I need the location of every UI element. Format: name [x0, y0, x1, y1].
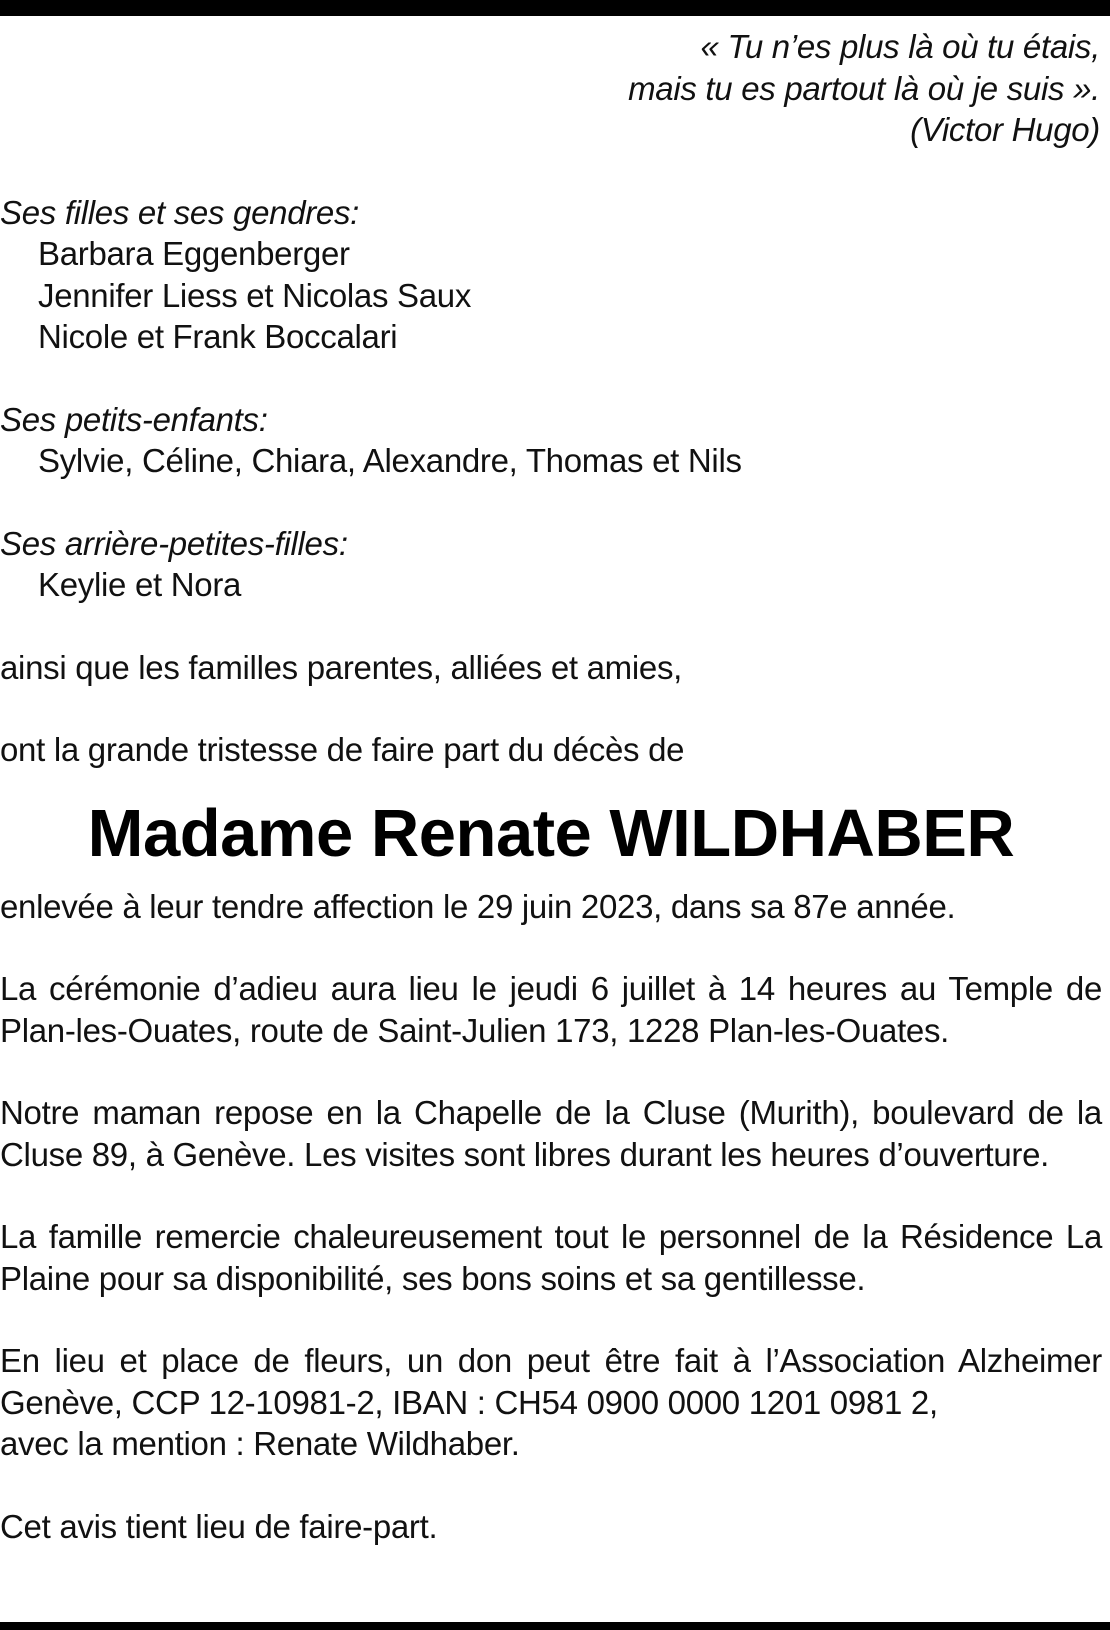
deceased-name: Madame Renate WILDHABER — [87, 795, 1015, 871]
grandchildren-section — [0, 399, 1102, 482]
obituary-notice — [0, 26, 1102, 1547]
daughters-section — [0, 192, 1102, 358]
family-member: Jennifer Liess et Nicolas Saux — [38, 276, 472, 314]
ceremony-paragraph: La cérémonie d’adieu aura lieu le jeudi 6 juillet à 14 heures au Temple de Plan-les-Ouates, route de Saint-Julien 173, 1228 Plan-les-Ouates. — [0, 970, 1102, 1049]
donation-line: En lieu et place de fleurs, un don peut être fait à l’Association Alzheimer — [0, 1342, 1102, 1379]
family-member: Nicole et Frank Boccalari — [38, 318, 398, 355]
epigraph-attribution: (Victor Hugo) — [910, 111, 1100, 148]
donation-line: Genève, CCP 12-10981-2, IBAN : CH54 0900 0000 1201 0981 2, — [0, 1383, 938, 1421]
epigraph-line: mais tu es partout là où je suis ». — [628, 69, 1100, 107]
thanks-paragraph: La famille remercie chaleureusement tout le personnel de la Résidence La Plaine pour sa disponibilité, ses bons soins et sa gentillesse. — [0, 1218, 1102, 1297]
death-date-line: enlevée à leur tendre affection le 29 juin 2023, dans sa 87e année. — [0, 887, 956, 925]
family-member: Keylie et Nora — [38, 566, 242, 603]
great-granddaughters-list — [0, 564, 1102, 606]
donation-line: avec la mention : Renate Wildhaber. — [0, 1425, 520, 1462]
donation-paragraph — [0, 1340, 1102, 1465]
daughters-heading: Ses filles et ses gendres: — [0, 193, 360, 231]
closing-line: Cet avis tient lieu de faire-part. — [0, 1507, 438, 1545]
daughters-list — [0, 233, 1102, 358]
top-border — [0, 0, 1110, 16]
great-granddaughters-heading: Ses arrière-petites-filles: — [0, 524, 348, 562]
epigraph-quote — [0, 26, 1102, 151]
relatives-line: ainsi que les familles parentes, alliées et amies, — [0, 648, 683, 686]
epigraph-line: « Tu n’es plus là où tu étais, — [700, 28, 1100, 65]
viewing-paragraph: Notre maman repose en la Chapelle de la Cluse (Murith), boulevard de la Cluse 89, à Genève. Les visites sont libres durant les heures d’ouverture. — [0, 1094, 1102, 1173]
family-member: Barbara Eggenberger — [38, 235, 350, 272]
grandchildren-list — [0, 440, 1102, 482]
bottom-border — [0, 1622, 1110, 1630]
grandchildren-heading: Ses petits-enfants: — [0, 400, 268, 438]
announcement-line: ont la grande tristesse de faire part du décès de — [0, 731, 685, 768]
great-granddaughters-section — [0, 523, 1102, 606]
family-member: Sylvie, Céline, Chiara, Alexandre, Thomas et Nils — [38, 442, 742, 479]
